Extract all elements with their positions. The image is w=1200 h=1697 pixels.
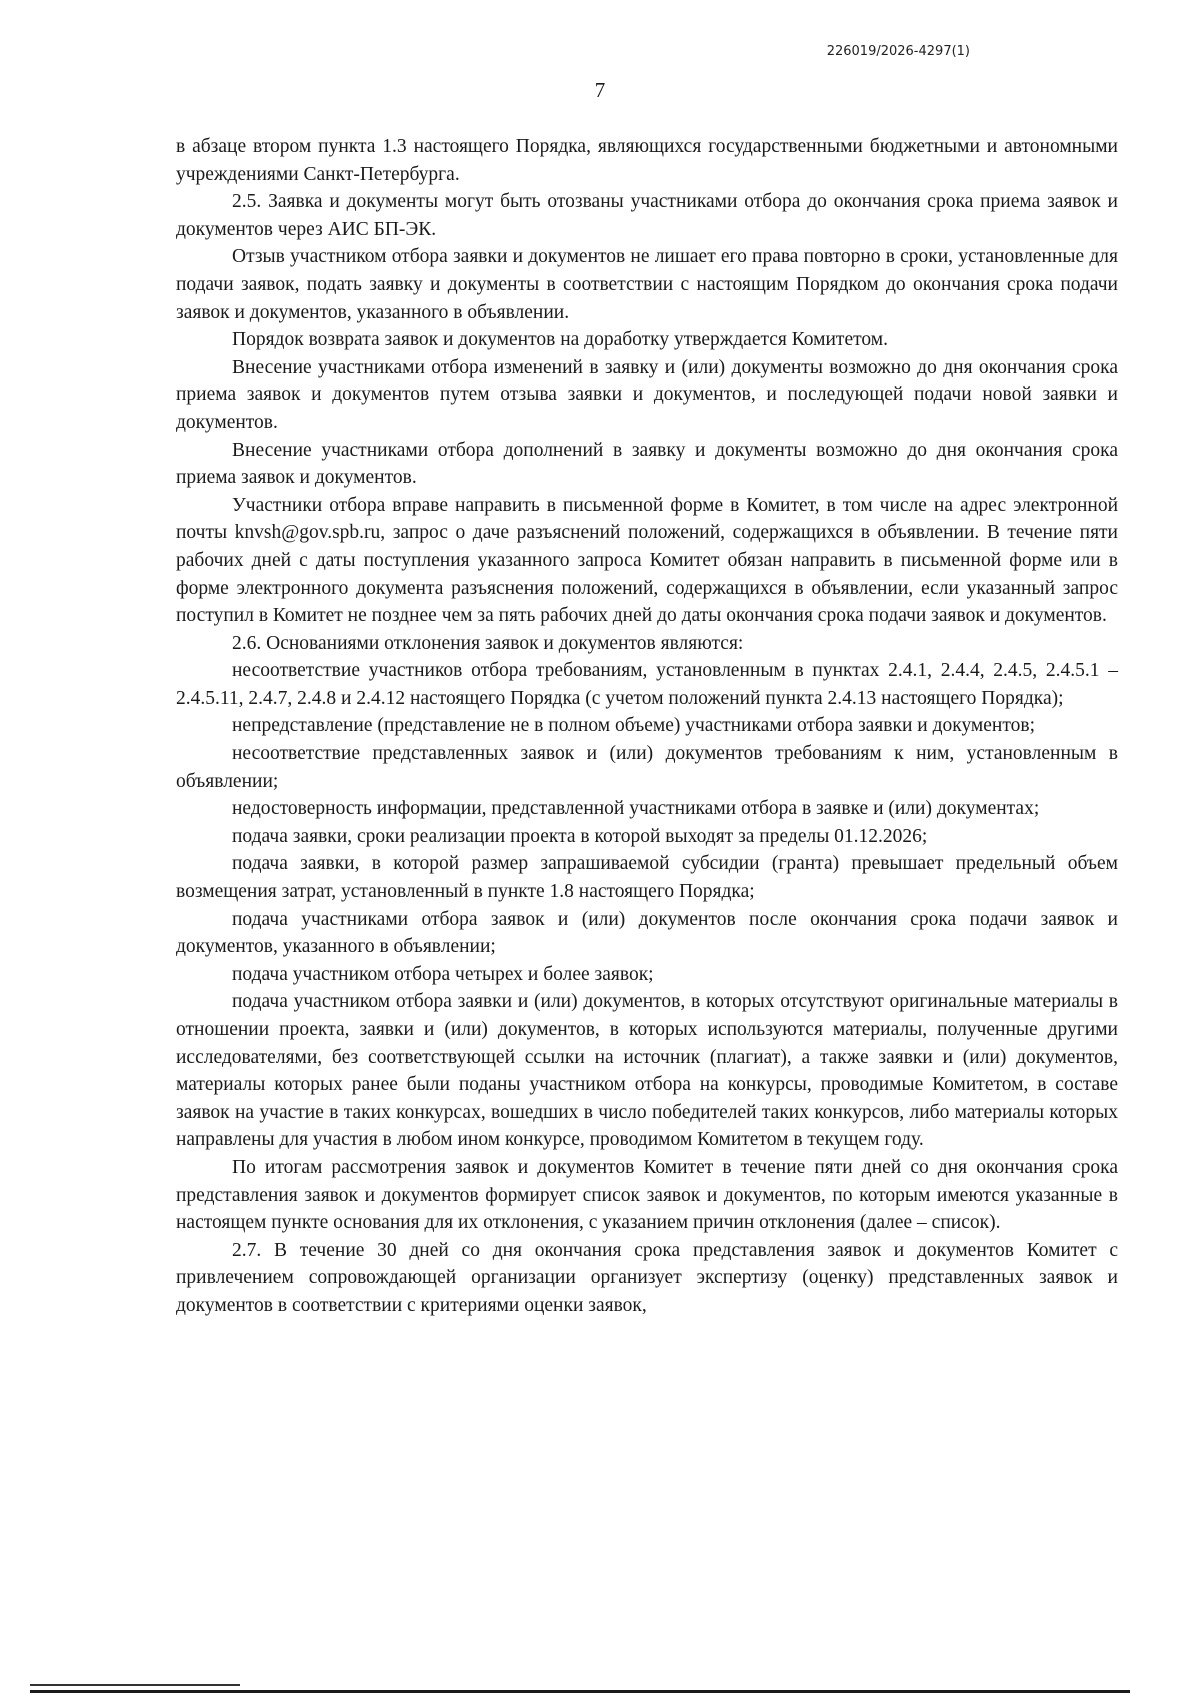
rejection-ground-item: подача заявки, сроки реализации проекта в которой выходят за пределы 01.12.2026; — [232, 825, 928, 847]
rejection-ground-item: подача заявки, в которой размер запрашиваемой субсидии (гранта) превышает предельный объем возмещения затрат, установленный в пункте 1.8 настоящего Порядка; — [176, 853, 1118, 903]
page-number: 7 — [594, 78, 606, 102]
rejection-ground-item: непредставление (представление не в полном объеме) участниками отбора заявки и документов; — [232, 715, 1036, 737]
rejection-ground-item: подача участником отбора заявки и (или) документов, в которых отсутствуют оригинальные материалы в отношении проекта, заявки и (или) документов, в которых используются материалы, полученные другими исследователями, без соответствующей ссылки на источник (плагиат), а также заявки и (или) документов, материалы которых ранее были поданы участником отбора на конкурсы, проводимые Комитетом, в составе заявок на участие в таких конкурсах, вошедших в число победителей таких конкурсов, либо материалы которых направлены для участия в любом ином конкурсе, проводимом Комитетом в текущем году. — [176, 991, 1118, 1151]
rejection-ground-item: недостоверность информации, представленной участниками отбора в заявке и (или) документах; — [232, 798, 1040, 820]
paragraph-return-procedure: Порядок возврата заявок и документов на доработку утверждается Комитетом. — [232, 329, 888, 351]
scan-edge-line — [30, 1684, 240, 1686]
paragraph-2-5: 2.5. Заявка и документы могут быть отозваны участниками отбора до окончания срока приема заявок и документов через АИС БП-ЭК. — [176, 191, 1118, 240]
paragraph-changes: Внесение участниками отбора изменений в заявку и (или) документы возможно до дня окончания срока приема заявок и документов путем отзыва заявки и документов, и последующей подачи новой заявки и документов. — [176, 356, 1118, 433]
paragraph-withdrawal: Отзыв участником отбора заявки и документов не лишает его права повторно в сроки, установленные для подачи заявок, подать заявку и документы в соответствии с настоящим Порядком до окончания срока подачи заявок и документов, указанного в объявлении. — [176, 246, 1118, 323]
paragraph-clarification-request: Участники отбора вправе направить в письменной форме в Комитет, в том числе на адрес электронной почты knvsh@gov.spb.ru, запрос о даче разъяснений положений, содержащихся в объявлении. В течение пяти рабочих дней с даты поступления указанного запроса Комитет обязан направить в письменной форме или в форме электронного документа разъяснения положений, содержащихся в объявлении, если указанный запрос поступил в Комитет не позднее чем за пять рабочих дней до даты окончания срока подачи заявок и документов. — [176, 494, 1118, 627]
rejection-ground-item: несоответствие представленных заявок и (или) документов требованиям к ним, установленным в объявлении; — [176, 743, 1118, 792]
document-registration-number: 226019/2026-4297(1) — [826, 44, 970, 59]
rejection-ground-item: несоответствие участников отбора требованиям, установленным в пунктах 2.4.1, 2.4.4, 2.4.5, 2.4.5.1 – 2.4.5.11, 2.4.7, 2.4.8 и 2.4.12 настоящего Порядка (с учетом положений пункта 2.4.13 настоящего Порядка); — [176, 660, 1118, 709]
paragraph-continuation: в абзаце втором пункта 1.3 настоящего Порядка, являющихся государственными бюджетными и автономными учреждениями Санкт-Петербурга. — [176, 136, 1118, 185]
rejection-ground-item: подача участником отбора четырех и более заявок; — [232, 963, 654, 985]
rejection-ground-item: подача участниками отбора заявок и (или) документов после окончания срока подачи заявок и документов, указанного в объявлении; — [176, 908, 1118, 958]
scan-edge-line — [30, 1690, 1130, 1693]
paragraph-2-6: 2.6. Основаниями отклонения заявок и документов являются: — [232, 632, 744, 654]
paragraph-rejection-list: По итогам рассмотрения заявок и документов Комитет в течение пяти дней со дня окончания срока представления заявок и документов формирует список заявок и документов, по которым имеются указанные в настоящем пункте основания для их отклонения, с указанием причин отклонения (далее – список). — [176, 1156, 1118, 1234]
document-body — [176, 133, 1118, 1320]
paragraph-additions: Внесение участниками отбора дополнений в заявку и документы возможно до дня окончания срока приема заявок и документов. — [176, 439, 1118, 489]
paragraph-2-7: 2.7. В течение 30 дней со дня окончания срока представления заявок и документов Комитет с привлечением сопровождающей организации организует экспертизу (оценку) представленных заявок и документов в соответствии с критериями оценки заявок, — [176, 1239, 1118, 1316]
